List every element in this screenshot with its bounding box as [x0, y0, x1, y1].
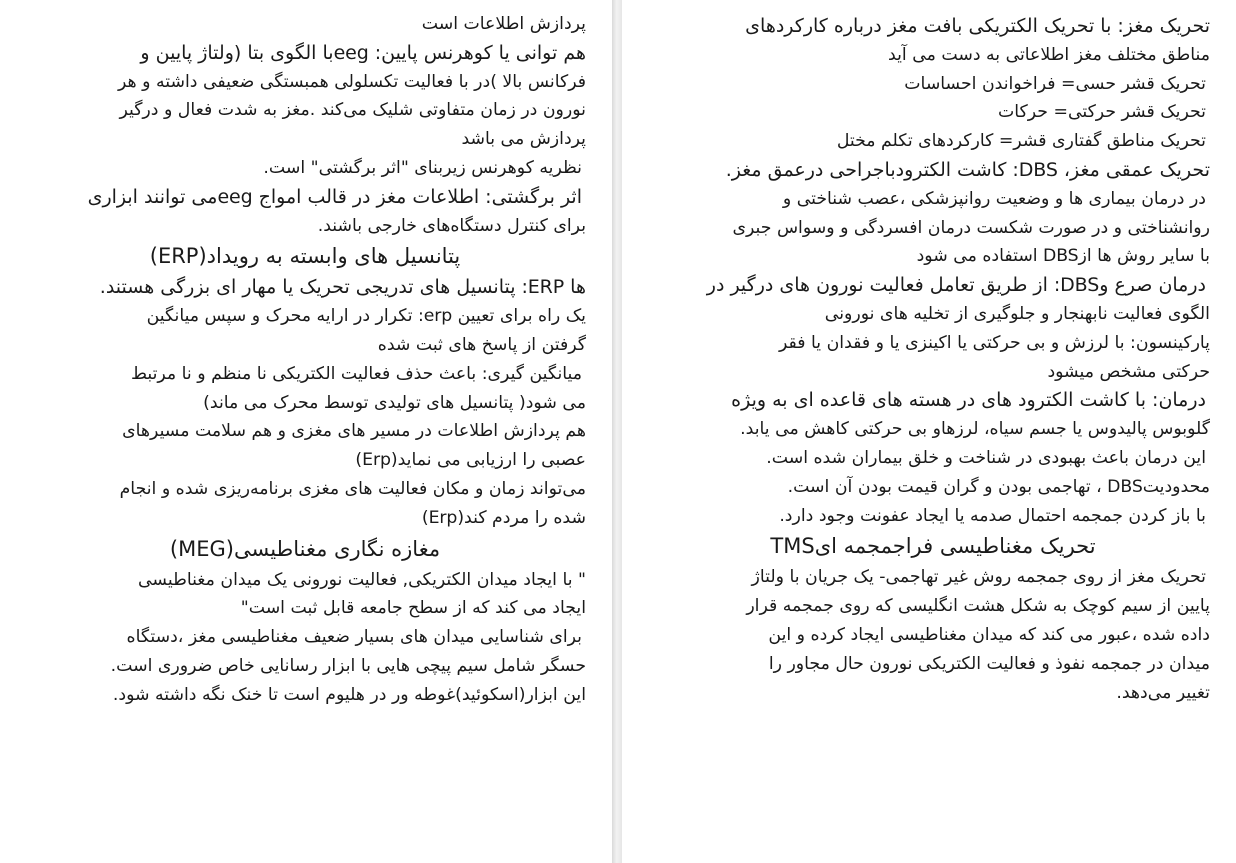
text-line: شده را مردم کند(Erp): [421, 507, 586, 528]
text-line: فرکانس بالا )در با فعالیت تکسلولی همبستگی ضعیفی داشته و هر: [118, 71, 586, 92]
text-line: با باز کردن جمجمه احتمال صدمه یا ایجاد عفونت وجود دارد.: [779, 505, 1206, 526]
page-gutter: [612, 0, 622, 863]
text-line: می‌تواند زمان و مکان فعالیت های مغزی برنامه‌ریزی شده و انجام: [119, 478, 586, 499]
text-line: گلوبوس پالیدوس یا جسم سیاه، لرزهاو بی حرکتی کاهش می یابد.: [740, 419, 1210, 440]
text-line: با سایر روش ها ازDBS استفاده می شود: [916, 246, 1210, 267]
text-line: تحریک قشر حرکتی= حرکات: [998, 102, 1206, 123]
text-line: میانگین گیری: باعث حذف فعالیت الکتریکی نا منظم و نا مرتبط: [130, 363, 582, 384]
text-line: در درمان بیماری ها و وضعیت روانپزشکی ،عصب شناختی و: [782, 188, 1206, 209]
text-line: این درمان باعث بهبودی در شناخت و خلق بیماران شده است.: [766, 447, 1206, 468]
text-line: ها ERP: پتانسیل های تدریجی تحریک یا مهار ای بزرگی هستند.: [99, 276, 586, 299]
text-line: تحریک مغز: با تحریک الکتریکی بافت مغز درباره کارکردهای: [745, 15, 1210, 37]
text-line: ایجاد می کند که از سطح جامعه قابل ثبت است": [240, 598, 586, 619]
text-line: تحریک قشر حسی= فراخواندن احساسات: [904, 73, 1206, 94]
text-line: برای کنترل دستگاه‌های خارجی باشند.: [317, 215, 586, 236]
text-line: درمان: با کاشت الکترود های در هسته های قاعده ای به ویژه: [731, 389, 1206, 412]
text-line: هم پردازش اطلاعات در مسیر های مغزی و هم سلامت مسیرهای: [122, 421, 586, 442]
text-line: برای شناسایی میدان های بسیار ضعیف مغناطیسی مغز ،دستگاه: [126, 627, 582, 648]
text-line: درمان صرع وDBS: از طریق تعامل فعالیت نورون های درگیر در: [706, 274, 1206, 297]
text-line: داده شده ،عبور می کند که میدان مغناطیسی ایجاد کرده و این: [768, 624, 1210, 645]
text-line: نورون در زمان متفاوتی شلیک می‌کند .مغز به شدت فعال و درگیر: [119, 100, 586, 121]
text-line: اثر برگشتی: اطلاعات مغز در قالب امواج eegمی توانند ابزاری: [87, 185, 582, 208]
section-heading-erp: پتانسیل های وابسته به رویداد(ERP): [149, 244, 461, 269]
text-line: پردازش می باشد: [461, 129, 586, 150]
text-line: پارکینسون: با لرزش و بی حرکتی یا اکینزی یا و فقدان یا فقر: [779, 332, 1210, 353]
text-line: تحریک مغز از روی جمجمه روش غیر تهاجمی- یک جریان با ولتاژ: [751, 567, 1206, 588]
text-line: روانشناختی و در صورت شکست درمان افسردگی و وسواس جبری: [732, 217, 1210, 238]
text-line: هم توانی یا کوهرنس پایین: eegبا الگوی بتا (ولتاژ پایین و: [140, 41, 586, 64]
text-line: محدودیتDBS ، تهاجمی بودن و گران قیمت بودن آن است.: [787, 476, 1210, 497]
text-line: حسگر شامل سیم پیچی هایی با ابزار رسانایی خاص ضروری است.: [110, 655, 586, 676]
text-line: عصبی را ارزیابی می نماید(Erp): [355, 450, 586, 471]
right-page: [622, 0, 1236, 863]
text-line: می شود( پتانسیل های تولیدی توسط محرک می ماند): [203, 392, 586, 413]
text-line: تغییر می‌دهد.: [1116, 682, 1210, 703]
text-line: یک راه برای تعیین erp: تکرار در ارایه محرک و سپس میانگین: [146, 306, 586, 327]
text-line: الگوی فعالیت نابهنجار و جلوگیری از تخلیه های نورونی: [824, 303, 1210, 324]
text-line: تحریک عمقی مغز، DBS: کاشت الکترودباجراحی درعمق مغز.: [725, 158, 1210, 181]
text-line: نظریه کوهرنس زیربنای "اثر برگشتی" است.: [263, 157, 582, 178]
text-line: تحریک مناطق گفتاری قشر= کارکردهای تکلم مختل: [836, 131, 1206, 152]
section-heading-meg: مغازه نگاری مغناطیسی(MEG): [169, 536, 441, 561]
left-page: [0, 0, 612, 863]
text-line: حرکتی مشخص میشود: [1047, 361, 1210, 382]
text-line: پایین از سیم کوچک به شکل هشت انگلیسی که روی جمجمه قرار: [746, 596, 1210, 617]
text-line: پردازش اطلاعات است: [421, 14, 586, 34]
text-line: میدان در جمجمه نفوذ و فعالیت الکتریکی نورون حال مجاور را: [768, 653, 1210, 674]
text-line: این ابزار(اسکوئید)غوطه ور در هلیوم است تا خنک نگه داشته شود.: [112, 684, 586, 705]
text-line: " با ایجاد میدان الکتریکی, فعالیت نورونی یک میدان مغناطیسی: [138, 569, 586, 590]
section-heading-tms: تحریک مغناطیسی فراجمجمه ایTMS: [770, 534, 1096, 559]
text-line: گرفتن از پاسخ های ثبت شده: [377, 334, 586, 355]
text-line: مناطق مختلف مغز اطلاعاتی به دست می آید: [888, 44, 1210, 65]
